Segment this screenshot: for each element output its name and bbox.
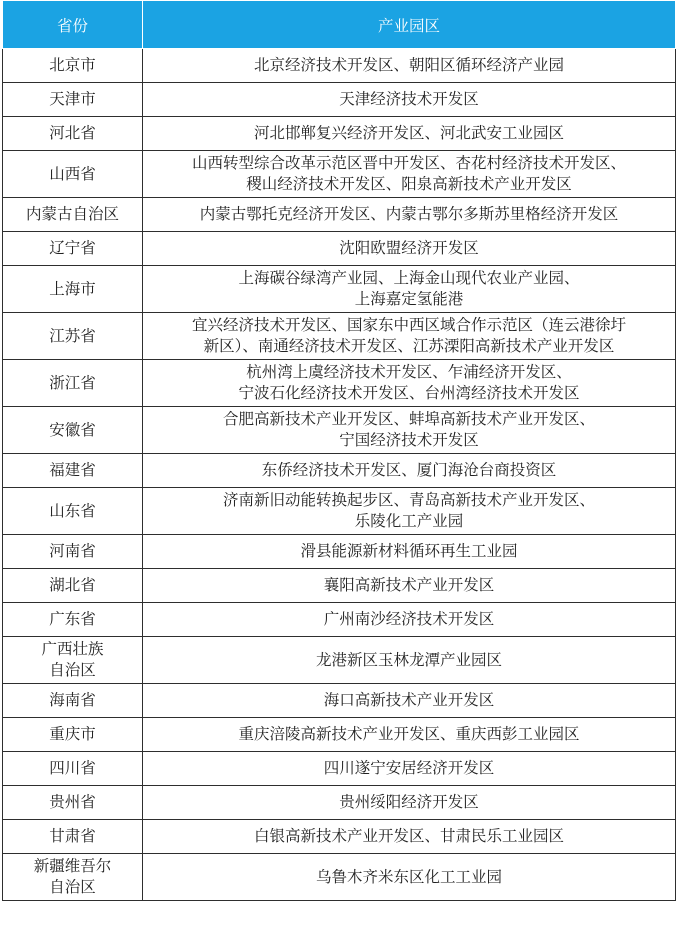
province-cell: 广西壮族 自治区	[3, 637, 143, 684]
table-row	[3, 637, 676, 684]
table-row	[3, 117, 676, 151]
table-row	[3, 854, 676, 901]
province-cell: 内蒙古自治区	[3, 198, 143, 232]
province-cell: 山东省	[3, 488, 143, 535]
province-cell: 海南省	[3, 684, 143, 718]
table-header-row	[3, 1, 676, 49]
parks-cell: 杭州湾上虞经济技术开发区、乍浦经济开发区、 宁波石化经济技术开发区、台州湾经济技术开发区	[143, 360, 676, 407]
table-row	[3, 684, 676, 718]
parks-cell: 河北邯郸复兴经济开发区、河北武安工业园区	[143, 117, 676, 151]
province-cell: 天津市	[3, 83, 143, 117]
province-cell: 新疆维吾尔 自治区	[3, 854, 143, 901]
parks-cell: 重庆涪陵高新技术产业开发区、重庆西彭工业园区	[143, 718, 676, 752]
parks-cell: 北京经济技术开发区、朝阳区循环经济产业园	[143, 49, 676, 83]
table-row	[3, 569, 676, 603]
province-cell: 上海市	[3, 266, 143, 313]
parks-cell: 天津经济技术开发区	[143, 83, 676, 117]
parks-cell: 龙港新区玉林龙潭产业园区	[143, 637, 676, 684]
province-cell: 安徽省	[3, 407, 143, 454]
table-row	[3, 820, 676, 854]
table-row	[3, 360, 676, 407]
table-row	[3, 786, 676, 820]
table-row	[3, 266, 676, 313]
parks-cell: 广州南沙经济技术开发区	[143, 603, 676, 637]
province-cell: 湖北省	[3, 569, 143, 603]
parks-cell: 白银高新技术产业开发区、甘肃民乐工业园区	[143, 820, 676, 854]
table-row	[3, 407, 676, 454]
province-cell: 辽宁省	[3, 232, 143, 266]
province-cell: 重庆市	[3, 718, 143, 752]
table-row	[3, 718, 676, 752]
province-cell: 福建省	[3, 454, 143, 488]
parks-cell: 贵州绥阳经济开发区	[143, 786, 676, 820]
province-cell: 四川省	[3, 752, 143, 786]
province-cell: 甘肃省	[3, 820, 143, 854]
province-cell: 浙江省	[3, 360, 143, 407]
header-industrial-parks: 产业园区	[143, 1, 676, 49]
parks-cell: 宜兴经济技术开发区、国家东中西区域合作示范区（连云港徐圩 新区）、南通经济技术开发区、江苏溧阳高新技术产业开发区	[143, 313, 676, 360]
parks-cell: 襄阳高新技术产业开发区	[143, 569, 676, 603]
table-row	[3, 151, 676, 198]
header-province: 省份	[3, 1, 143, 49]
parks-cell: 四川遂宁安居经济开发区	[143, 752, 676, 786]
table-row	[3, 83, 676, 117]
province-cell: 山西省	[3, 151, 143, 198]
table-row	[3, 535, 676, 569]
province-cell: 河北省	[3, 117, 143, 151]
table-row	[3, 232, 676, 266]
parks-cell: 济南新旧动能转换起步区、青岛高新技术产业开发区、 乐陵化工产业园	[143, 488, 676, 535]
parks-cell: 乌鲁木齐米东区化工工业园	[143, 854, 676, 901]
industrial-parks-table	[2, 0, 676, 901]
table-row	[3, 313, 676, 360]
province-cell: 河南省	[3, 535, 143, 569]
province-cell: 北京市	[3, 49, 143, 83]
table-row	[3, 198, 676, 232]
parks-cell: 内蒙古鄂托克经济开发区、内蒙古鄂尔多斯苏里格经济开发区	[143, 198, 676, 232]
parks-cell: 滑县能源新材料循环再生工业园	[143, 535, 676, 569]
table-row	[3, 49, 676, 83]
parks-cell: 沈阳欧盟经济开发区	[143, 232, 676, 266]
province-cell: 贵州省	[3, 786, 143, 820]
table-row	[3, 488, 676, 535]
table-row	[3, 454, 676, 488]
parks-cell: 海口高新技术产业开发区	[143, 684, 676, 718]
parks-cell: 东侨经济技术开发区、厦门海沧台商投资区	[143, 454, 676, 488]
table-row	[3, 603, 676, 637]
table-row	[3, 752, 676, 786]
parks-cell: 合肥高新技术产业开发区、蚌埠高新技术产业开发区、 宁国经济技术开发区	[143, 407, 676, 454]
parks-cell: 上海碳谷绿湾产业园、上海金山现代农业产业园、 上海嘉定氢能港	[143, 266, 676, 313]
parks-cell: 山西转型综合改革示范区晋中开发区、杏花村经济技术开发区、 稷山经济技术开发区、阳泉高新技术产业开发区	[143, 151, 676, 198]
province-cell: 江苏省	[3, 313, 143, 360]
province-cell: 广东省	[3, 603, 143, 637]
